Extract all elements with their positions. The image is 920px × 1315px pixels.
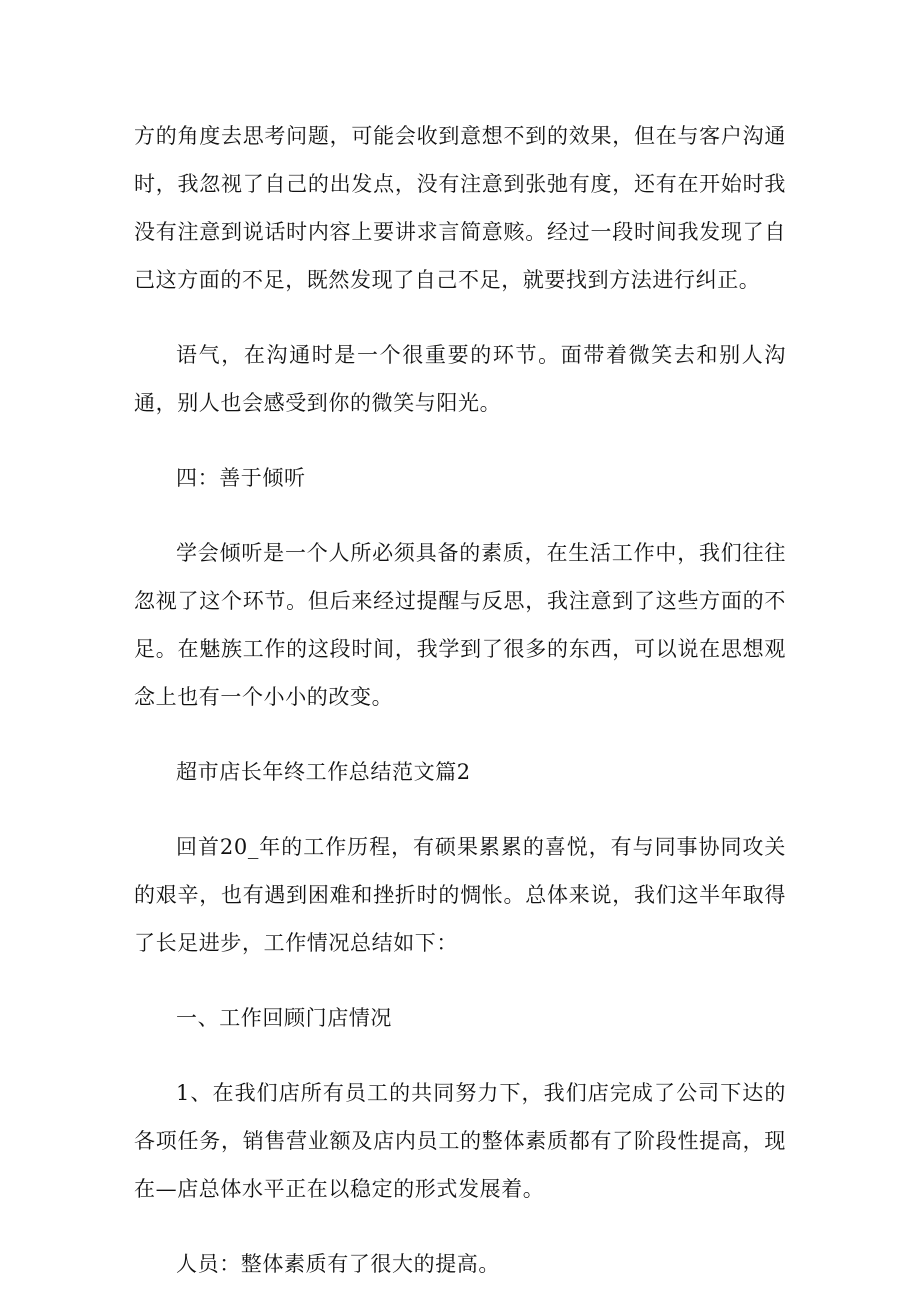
paragraph-communication-reflection: 方的角度去思考问题，可能会收到意想不到的效果，但在与客户沟通时，我忽视了自己的出发点，没有注意到张弛有度，还有在开始时我没有注意到说话时内容上要讲求言简意赅。经过一段时间我发现了自己这方面的不足，既然发现了自己不足，就要找到方法进行纠正。 — [134, 124, 786, 292]
paragraph-listening: 学会倾听是一个人所必须具备的素质，在生活工作中，我们往往忽视了这个环节。但后来经过提醒与反思，我注意到了这些方面的不足。在魅族工作的这段时间，我学到了很多的东西，可以说在思想观念上也有一个小小的改变。 — [134, 541, 786, 709]
article-title: 超市店长年终工作总结范文篇2 — [176, 760, 471, 784]
paragraph-review-year: 回首20_年的工作历程，有硕果累累的喜悦，有与同事协同攻关的艰辛，也有遇到困难和挫折时的惆怅。总体来说，我们这半年取得了长足进步，工作情况总结如下： — [134, 835, 786, 955]
paragraph-staff: 人员：整体素质有了很大的提高。 — [176, 1252, 500, 1276]
section-heading-work-review: 一、工作回顾门店情况 — [176, 1006, 392, 1030]
paragraph-tone: 语气，在沟通时是一个很重要的环节。面带着微笑去和别人沟通，别人也会感受到你的微笑与阳光。 — [134, 343, 786, 415]
paragraph-store-status: 1、在我们店所有员工的共同努力下，我们店完成了公司下达的各项任务，销售营业额及店内员工的整体素质都有了阶段性提高，现在—店总体水平正在以稳定的形式发展着。 — [134, 1081, 786, 1201]
document-body — [134, 112, 786, 1315]
section-heading-listening: 四：善于倾听 — [176, 466, 306, 490]
